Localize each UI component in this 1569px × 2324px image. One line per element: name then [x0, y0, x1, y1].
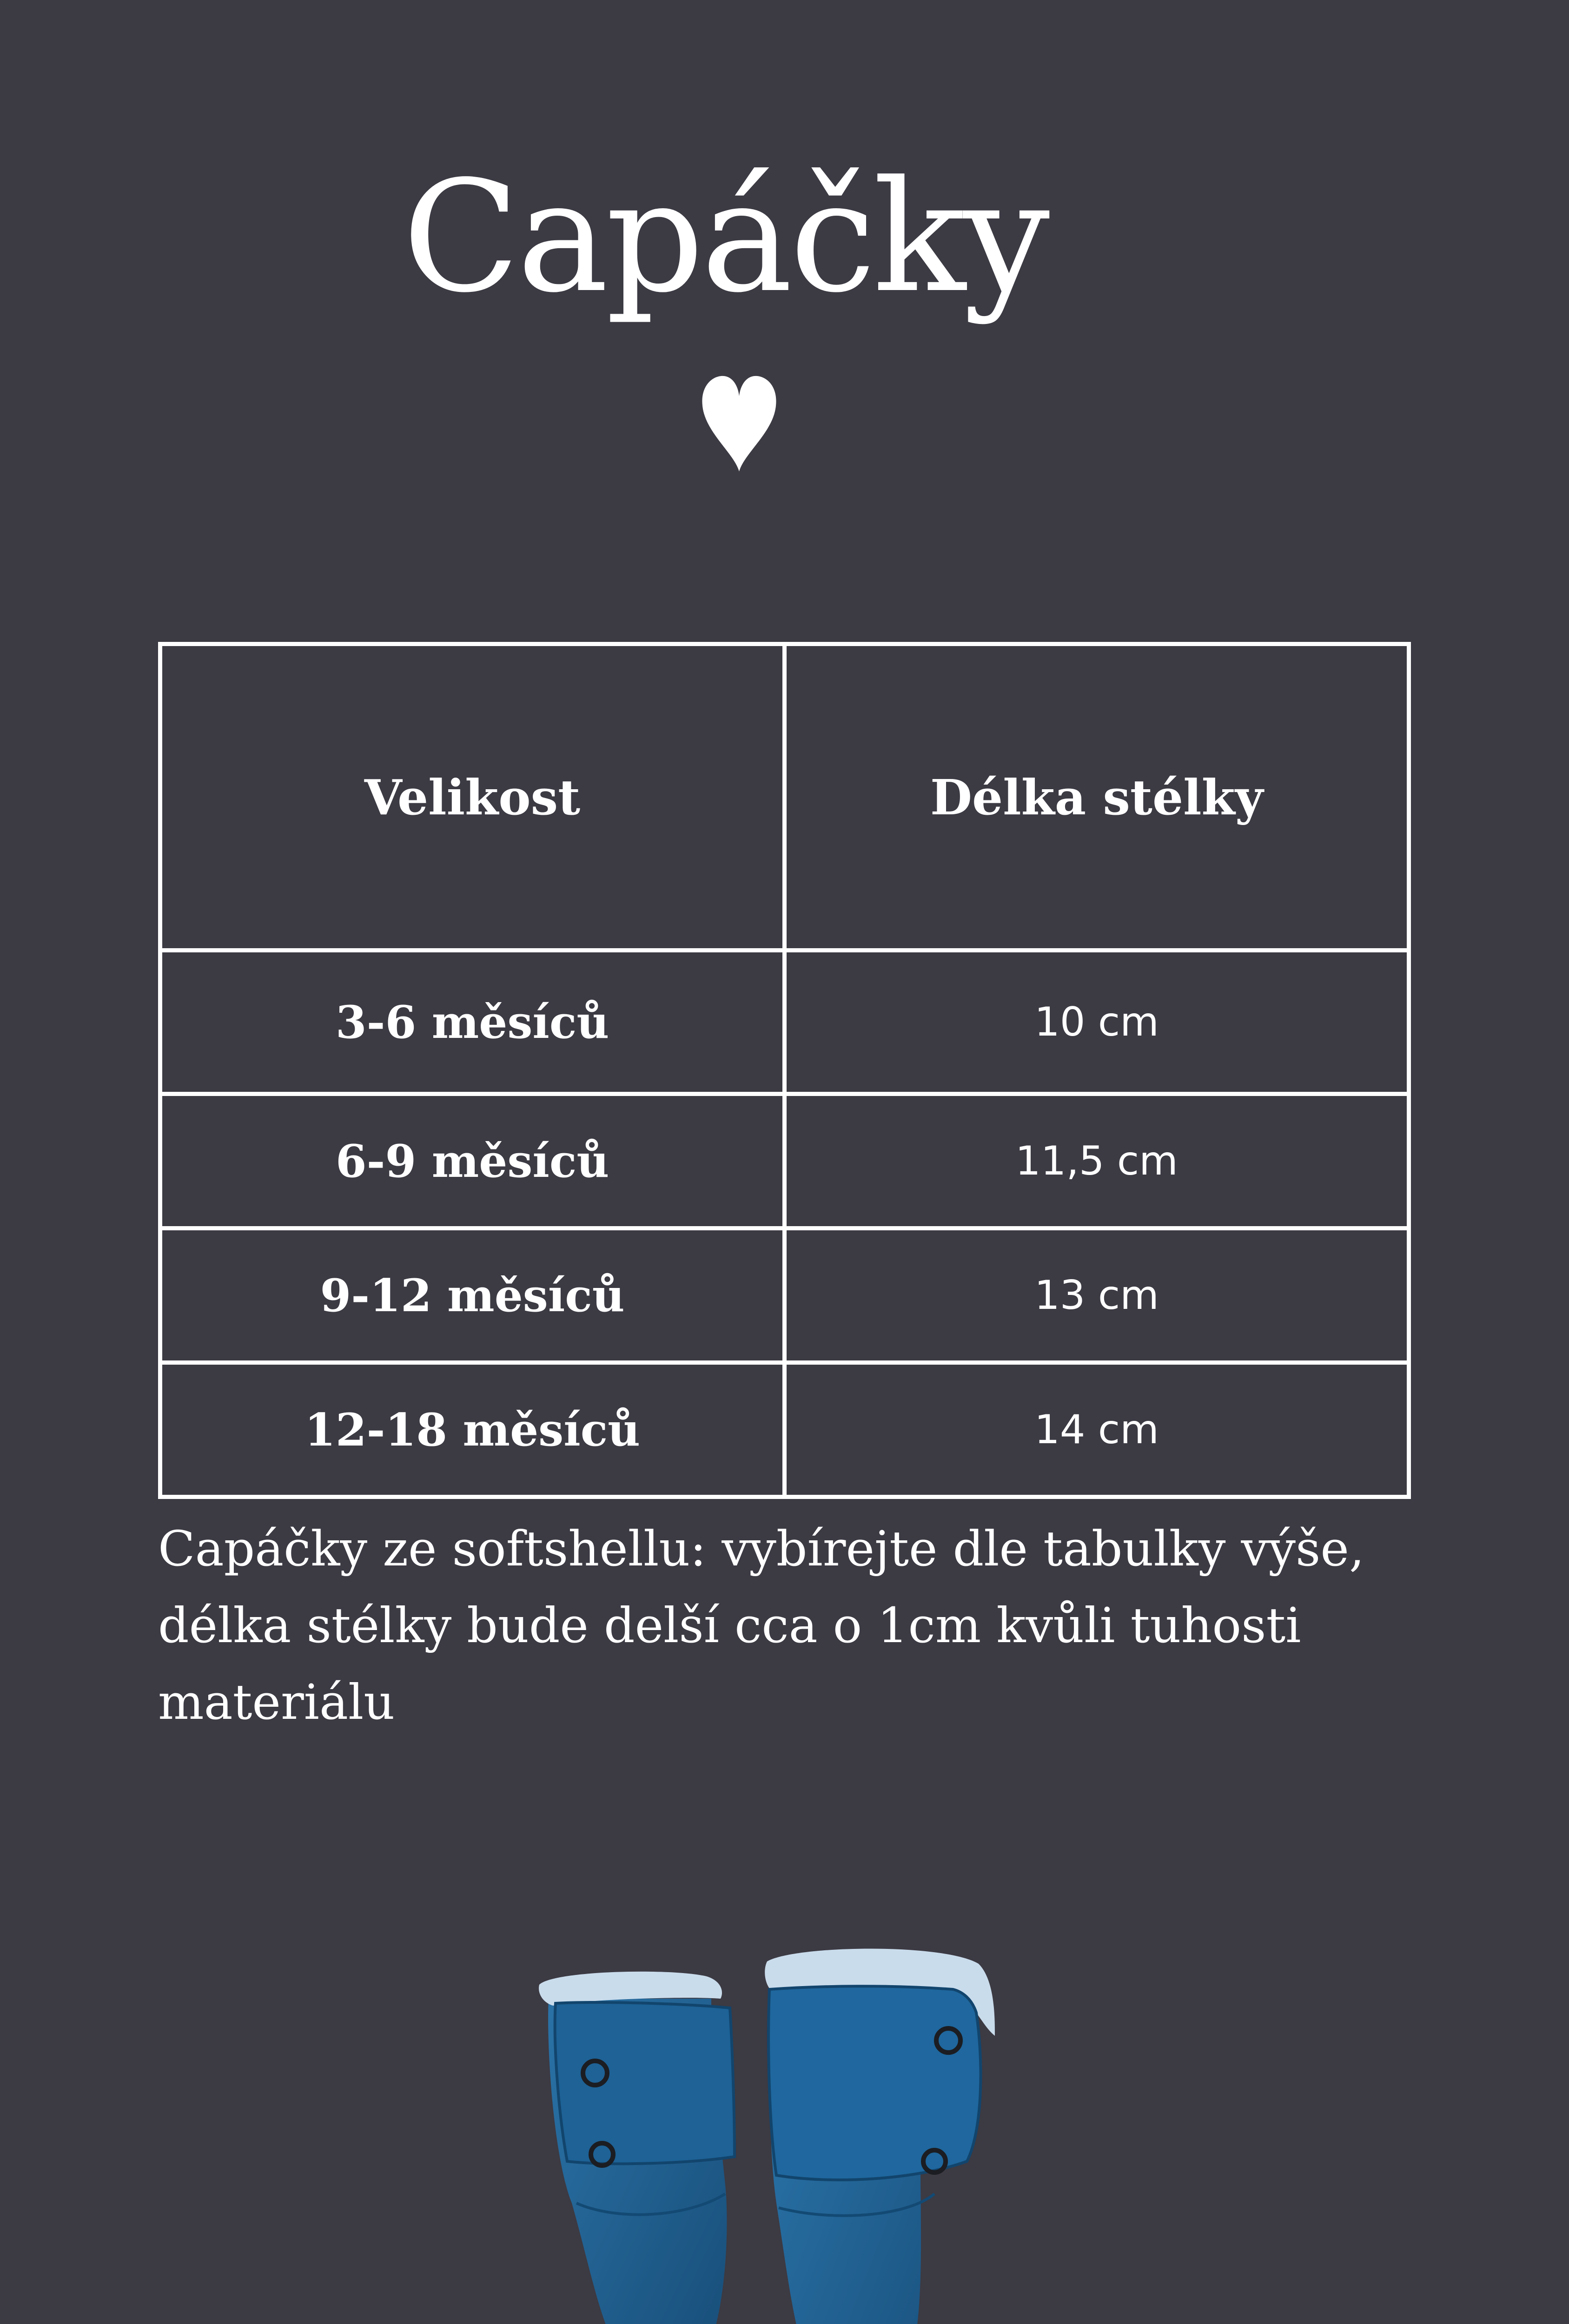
right-bootie: [765, 1949, 995, 2324]
page-title: Capáčky: [402, 148, 1047, 326]
table-row: [160, 951, 1409, 1094]
table-row: [160, 1228, 1409, 1363]
table-row: [160, 1363, 1409, 1497]
size-cell: 6-9 měsíců: [160, 1094, 785, 1228]
size-note: Capáčky ze softshellu: vybírejte dle tabulky výše, délka stélky bude delší cca o 1cm kvůli tuhosti materiálu: [158, 1520, 1365, 1730]
size-table: [158, 642, 1411, 1499]
length-cell: 11,5 cm: [785, 1094, 1409, 1228]
left-bootie: [539, 1972, 735, 2324]
header-size: Velikost: [160, 644, 785, 951]
length-cell: 10 cm: [785, 951, 1409, 1094]
heart-icon: [697, 372, 781, 474]
size-cell: 9-12 měsíců: [160, 1228, 785, 1363]
header-length: Délka stélky: [785, 644, 1409, 951]
booties-image: [535, 1943, 1037, 2324]
table-row: [160, 1094, 1409, 1228]
length-cell: 13 cm: [785, 1228, 1409, 1363]
size-cell: 12-18 měsíců: [160, 1363, 785, 1497]
size-cell: 3-6 měsíců: [160, 951, 785, 1094]
length-cell: 14 cm: [785, 1363, 1409, 1497]
